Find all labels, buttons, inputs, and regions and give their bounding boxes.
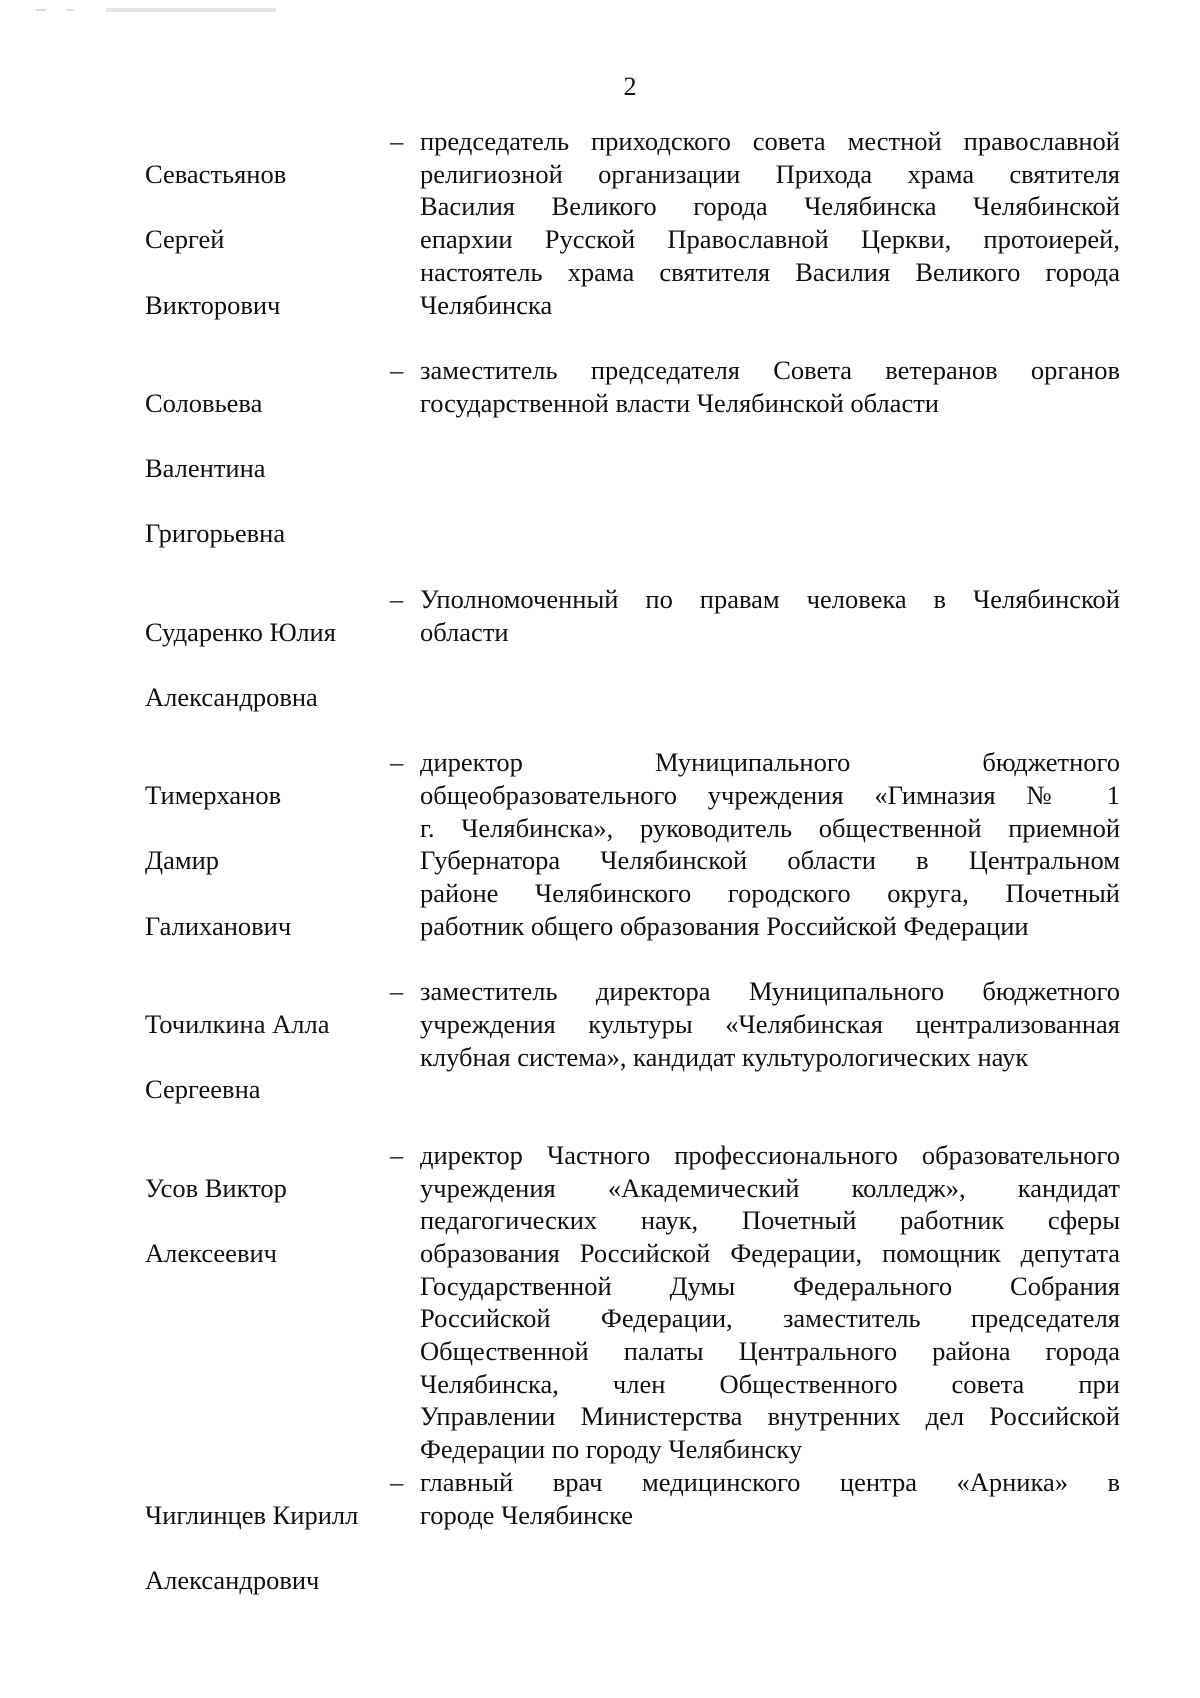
- description-line: заместитель директора Муниципального бюджетного: [420, 976, 1120, 1007]
- description-line: г. Челябинска», руководитель общественной приемной: [420, 812, 1120, 843]
- list-item: [145, 746, 1145, 975]
- description-line: заместитель председателя Совета ветеранов органов: [420, 354, 1120, 385]
- description-line: главный врач медицинского центра «Арника» в: [420, 1466, 1120, 1497]
- members-list: [145, 125, 1145, 1629]
- member-name: [145, 354, 390, 583]
- description-line: учреждения культуры «Челябинская централизованная: [420, 1008, 1120, 1039]
- description-line: председатель приходского совета местной православной: [420, 126, 1120, 156]
- member-name: [145, 583, 390, 747]
- member-name-line: Григорьевна: [145, 518, 286, 549]
- description-line: Уполномоченный по правам человека в Челябинской: [420, 583, 1120, 614]
- description-line: работник общего образования Российской Федерации: [420, 910, 1029, 941]
- member-name: [145, 975, 390, 1139]
- member-name-line: Севастьянов: [145, 158, 287, 189]
- member-name-line: Валентина: [145, 453, 266, 484]
- member-name-line: Усов Виктор: [145, 1172, 287, 1203]
- description-line: Василия Великого города Челябинска Челябинской: [420, 191, 1120, 222]
- description-line: Губернатора Челябинской области в Центральном: [420, 845, 1120, 876]
- description-line: Государственной Думы Федерального Собрания: [420, 1270, 1120, 1301]
- description-line: государственной власти Челябинской области: [420, 387, 939, 418]
- member-name: [145, 746, 390, 975]
- scan-artifact: [36, 4, 276, 18]
- list-item: [145, 1139, 1145, 1466]
- description-line: Общественной палаты Центрального района города: [420, 1336, 1120, 1367]
- description-line: епархии Русской Православной Церкви, протоиерей,: [420, 224, 1120, 255]
- list-item: [145, 1466, 1145, 1630]
- description-line: Российской Федерации, заместитель председателя: [420, 1303, 1120, 1334]
- member-name-line: Александрович: [145, 1564, 320, 1595]
- description-line: Челябинска: [420, 289, 553, 320]
- member-description: [420, 1466, 1120, 1531]
- description-line: Федерации по городу Челябинску: [420, 1434, 803, 1465]
- dash: –: [390, 1139, 404, 1170]
- member-name-line: Чиглинцев Кирилл: [145, 1499, 359, 1530]
- member-name-line: Галиханович: [145, 910, 292, 941]
- description-line: учреждения «Академический колледж», кандидат: [420, 1172, 1120, 1203]
- member-name-line: Сергей: [145, 224, 225, 255]
- dash: –: [390, 1466, 404, 1497]
- dash: –: [390, 976, 404, 1007]
- member-name-line: Александровна: [145, 681, 318, 712]
- member-name: [145, 1466, 390, 1630]
- member-name: [145, 1139, 390, 1303]
- member-description: [420, 746, 1120, 942]
- member-name-line: Точилкина Алла: [145, 1008, 330, 1039]
- member-description: [420, 583, 1120, 648]
- description-line: педагогических наук, Почетный работник сферы: [420, 1205, 1120, 1236]
- description-line: религиозной организации Прихода храма святителя: [420, 158, 1120, 189]
- list-item: [145, 125, 1145, 354]
- description-line: Челябинска, член Общественного совета при: [420, 1368, 1120, 1399]
- description-line: директор Частного профессионального образовательного: [420, 1139, 1120, 1170]
- member-description: [420, 1139, 1120, 1466]
- member-description: [420, 354, 1120, 419]
- description-line: настоятель храма святителя Василия Великого города: [420, 256, 1120, 287]
- dash: –: [390, 583, 404, 614]
- list-item: [145, 354, 1145, 583]
- member-description: [420, 975, 1120, 1073]
- member-name-line: Сударенко Юлия: [145, 616, 336, 647]
- description-line: общеобразовательного учреждения «Гимназия № 1: [420, 780, 1120, 811]
- list-item: [145, 975, 1145, 1139]
- description-line: образования Российской Федерации, помощник депутата: [420, 1237, 1120, 1268]
- member-name-line: Викторович: [145, 289, 281, 320]
- member-name-line: Дамир: [145, 845, 220, 876]
- dash: –: [390, 747, 404, 778]
- description-line: городе Челябинске: [420, 1499, 634, 1530]
- description-line: Управлении Министерства внутренних дел Российской: [420, 1401, 1120, 1432]
- description-line: директор Муниципального бюджетного: [420, 747, 1120, 778]
- description-line: клубная система», кандидат культурологических наук: [420, 1041, 1029, 1072]
- member-description: [420, 125, 1120, 321]
- member-name-line: Сергеевна: [145, 1074, 261, 1105]
- description-line: области: [420, 616, 509, 647]
- member-name-line: Тимерханов: [145, 780, 282, 811]
- member-name: [145, 125, 390, 354]
- dash: –: [390, 354, 404, 385]
- member-name-line: Соловьева: [145, 387, 263, 418]
- list-item: [145, 583, 1145, 747]
- page-number: 2: [623, 72, 637, 101]
- description-line: районе Челябинского городского округа, Почетный: [420, 878, 1120, 909]
- dash: –: [390, 126, 404, 156]
- member-name-line: Алексеевич: [145, 1237, 277, 1268]
